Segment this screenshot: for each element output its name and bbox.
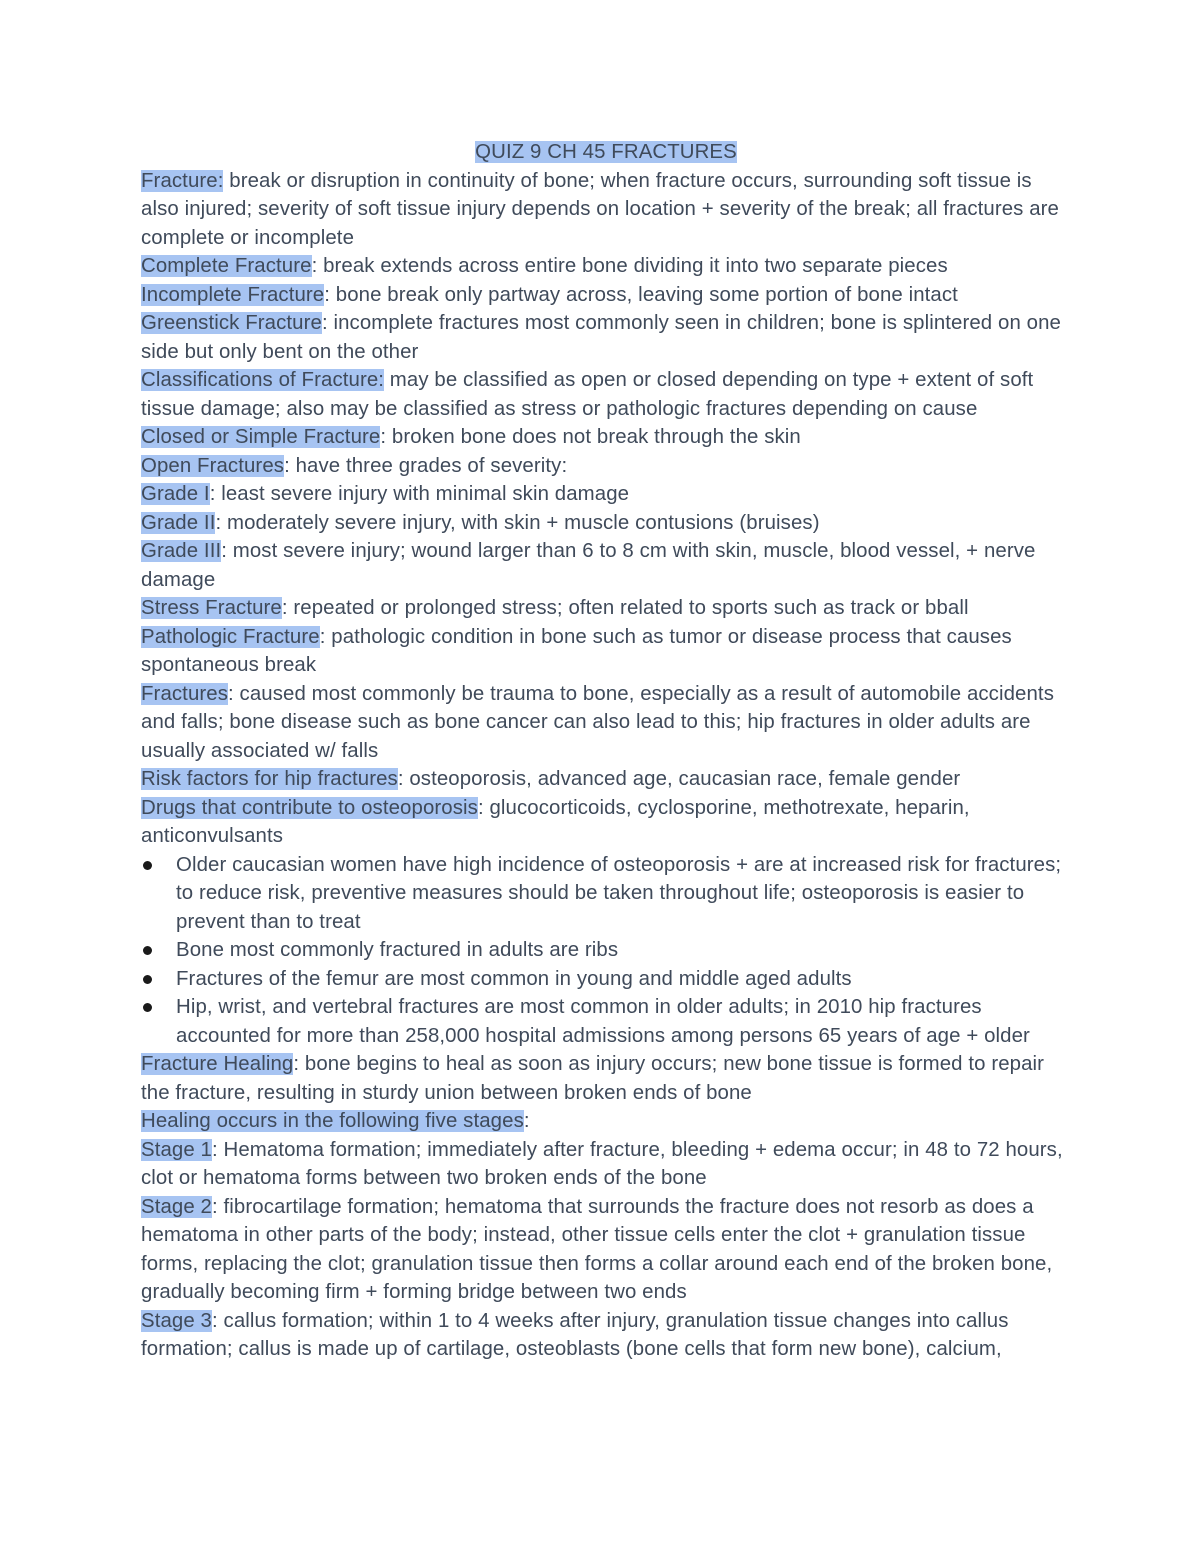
list-item — [141, 936, 1071, 965]
highlighted-term: Open Fractures — [141, 454, 285, 477]
bullet-icon — [143, 975, 152, 984]
highlighted-term: Fracture: — [141, 169, 224, 192]
list-item-text: Fractures of the femur are most common in young and middle aged adults — [176, 967, 852, 990]
definition-text: : least severe injury with minimal skin damage — [209, 483, 630, 505]
bullet-icon — [143, 946, 152, 955]
highlighted-term: Complete Fracture — [141, 255, 312, 277]
highlighted-term: Grade II — [141, 511, 216, 534]
highlighted-term: Healing occurs in the following five stages — [141, 1110, 524, 1132]
definition-text: : caused most commonly be trauma to bone, especially as a result of automobile accidents and falls; bone disease such as bone cancer can also lead to this; hip fractures in older adults are usually associated w/ falls — [141, 682, 1054, 762]
highlighted-term: Risk factors for hip fractures — [141, 768, 398, 790]
definition-text: break or disruption in continuity of bone; when fracture occurs, surrounding soft tissue is also injured; severity of soft tissue injury depends on location + severity of the break; all fractures are complete or incomplete — [141, 169, 1059, 249]
definition-paragraph — [141, 281, 1071, 310]
definition-text: : repeated or prolonged stress; often related to sports such as track or bball — [281, 597, 969, 619]
highlighted-term: Fracture Healing — [141, 1053, 294, 1075]
highlighted-term: Greenstick Fracture — [141, 312, 322, 334]
definition-text: : bone begins to heal as soon as injury occurs; new bone tissue is formed to repair the fracture, resulting in sturdy union between broken ends of bone — [141, 1053, 1045, 1104]
definition-text: : have three grades of severity: — [284, 454, 568, 477]
definition-text: : callus formation; within 1 to 4 weeks after injury, granulation tissue changes into callus formation; callus is made up of cartilage, osteoblasts (bone cells that form new bone), calcium, — [141, 1309, 1009, 1360]
highlighted-term: Fractures — [141, 682, 229, 705]
definition-text: : glucocorticoids, cyclosporine, methotrexate, heparin, anticonvulsants — [141, 796, 970, 847]
definition-paragraph — [141, 594, 1071, 623]
definition-paragraph — [141, 252, 1071, 281]
highlighted-term: Stage 2 — [141, 1195, 212, 1218]
definition-paragraph — [141, 765, 1071, 794]
definition-paragraph — [141, 167, 1071, 253]
title-highlight: QUIZ 9 CH 45 FRACTURES — [475, 141, 737, 163]
definition-text: : most severe injury; wound larger than 6 to 8 cm with skin, muscle, blood vessel, + nerve damage — [141, 540, 1036, 591]
highlighted-term: Stage 1 — [141, 1138, 212, 1161]
highlighted-term: Stage 3 — [141, 1309, 212, 1332]
list-item — [141, 851, 1071, 937]
highlighted-term: Grade III — [141, 540, 222, 562]
definition-paragraph — [141, 537, 1071, 594]
definition-paragraph — [141, 623, 1071, 680]
definition-text: : Hematoma formation; immediately after fracture, bleeding + edema occur; in 48 to 72 hours, clot or hematoma forms between two broken ends of the bone — [141, 1138, 1063, 1189]
definition-paragraph — [141, 366, 1071, 423]
definition-text: : fibrocartilage formation; hematoma that surrounds the fracture does not resorb as does a hematoma in other parts of the body; instead, other tissue cells enter the clot + granulation tissue forms, replacing the clot; granulation tissue then forms a collar around each end of the broken bone, gradually becoming firm + forming bridge between two ends — [141, 1195, 1053, 1303]
definition-text: : broken bone does not break through the skin — [380, 426, 801, 448]
definition-text: : moderately severe injury, with skin + muscle contusions (bruises) — [215, 511, 820, 534]
list-item-text: Older caucasian women have high incidence of osteoporosis + are at increased risk for fractures; to reduce risk, preventive measures should be taken throughout life; osteoporosis is easier to prevent than to treat — [176, 853, 1062, 933]
definition-paragraph — [141, 1193, 1071, 1307]
definition-paragraph — [141, 680, 1071, 766]
bullet-icon — [143, 861, 152, 870]
definition-text: : bone break only partway across, leaving some portion of bone intact — [324, 283, 958, 306]
definition-text: : pathologic condition in bone such as tumor or disease process that causes spontaneous break — [141, 625, 1012, 676]
highlighted-term: Pathologic Fracture — [141, 625, 320, 648]
definitions-section-1 — [141, 167, 1071, 851]
list-item — [141, 965, 1071, 994]
definition-text: may be classified as open or closed depending on type + extent of soft tissue damage; also may be classified as stress or pathologic fractures depending on cause — [141, 369, 1034, 420]
definition-paragraph — [141, 1136, 1071, 1193]
definition-paragraph — [141, 1307, 1071, 1364]
highlighted-term: Drugs that contribute to osteoporosis — [141, 796, 478, 819]
highlighted-term: Grade I — [141, 483, 210, 505]
bullet-list — [141, 851, 1071, 1051]
highlighted-term: Incomplete Fracture — [141, 283, 325, 306]
definition-text: : — [523, 1110, 530, 1132]
definition-paragraph — [141, 452, 1071, 481]
definition-paragraph — [141, 423, 1071, 452]
definition-paragraph — [141, 1107, 1071, 1136]
document-page — [141, 138, 1071, 1364]
definition-text: : break extends across entire bone dividing it into two separate pieces — [311, 255, 948, 277]
list-item-text: Bone most commonly fractured in adults are ribs — [176, 939, 619, 961]
definition-text: : incomplete fractures most commonly seen in children; bone is splintered on one side but only bent on the other — [141, 312, 1061, 363]
highlighted-term: Closed or Simple Fracture — [141, 426, 381, 448]
list-item — [141, 993, 1071, 1050]
definition-paragraph — [141, 794, 1071, 851]
highlighted-term: Stress Fracture — [141, 597, 282, 619]
definition-paragraph — [141, 309, 1071, 366]
list-item-text: Hip, wrist, and vertebral fractures are most common in older adults; in 2010 hip fractures accounted for more than 258,000 hospital admissions among persons 65 years of age + older — [176, 996, 1030, 1047]
definition-paragraph — [141, 480, 1071, 509]
document-title — [141, 138, 1071, 167]
definitions-section-2 — [141, 1050, 1071, 1364]
definition-paragraph — [141, 1050, 1071, 1107]
bullet-icon — [143, 1003, 152, 1012]
highlighted-term: Classifications of Fracture: — [141, 369, 385, 391]
definition-paragraph — [141, 509, 1071, 538]
definition-text: : osteoporosis, advanced age, caucasian race, female gender — [397, 768, 961, 790]
